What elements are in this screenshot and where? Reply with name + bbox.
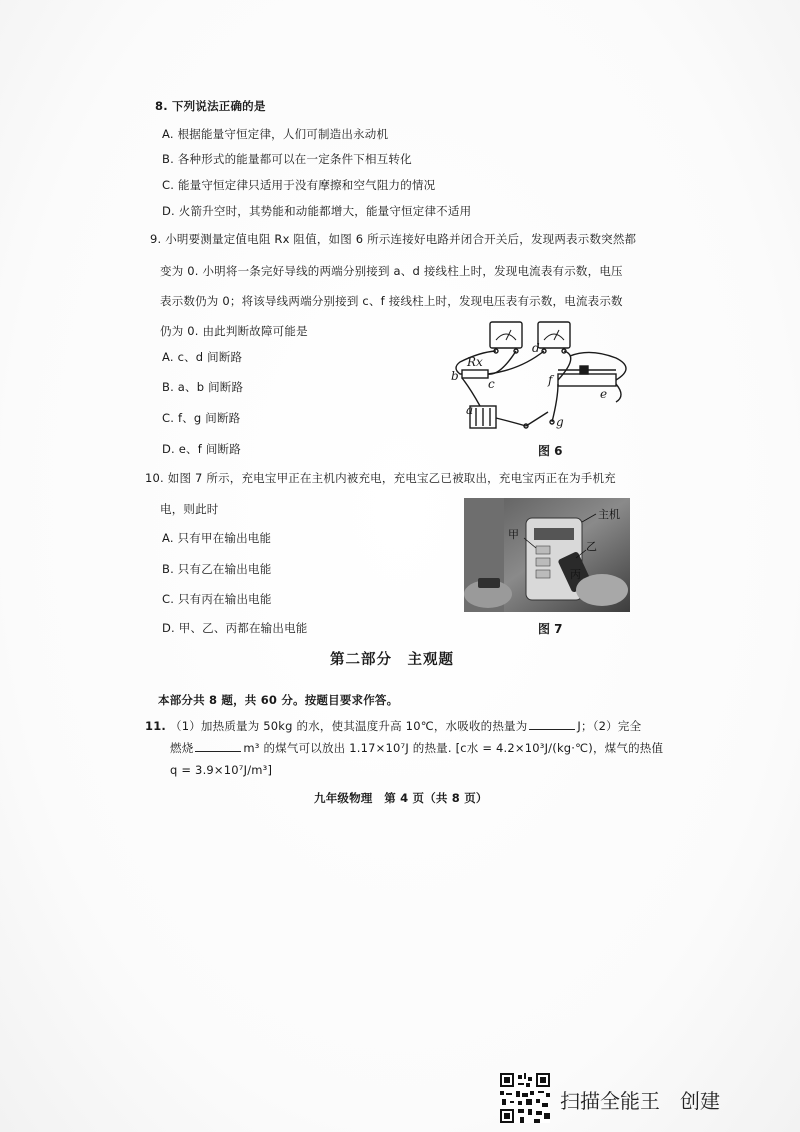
switch [526, 412, 548, 426]
q10-option-b: B. 只有乙在输出电能 [162, 562, 272, 576]
camscanner-watermark: 扫描全能王 创建 [560, 1089, 720, 1113]
q9-stem-line: 变为 0. 小明将一条完好导线的两端分别接到 a、d 接线柱上时，发现电流表有示数，电压 [160, 264, 623, 278]
q11-answer-blank-1[interactable] [529, 729, 575, 730]
label-g: g [556, 415, 564, 429]
q8-option-d: D. 火箭升空时，其势能和动能都增大，能量守恒定律不适用 [162, 204, 472, 218]
label-yi: 乙 [586, 540, 597, 553]
q11-line1-tail: J；（2）完全 [577, 719, 642, 733]
q11-number: 11. [145, 719, 166, 733]
label-host: 主机 [598, 508, 620, 521]
figure-6-caption: 图 6 [538, 444, 563, 458]
q9-stem-line: 仍为 0. 由此判断故障可能是 [160, 324, 308, 338]
q10-option-d: D. 甲、乙、丙都在输出电能 [162, 621, 308, 635]
q8-option-c: C. 能量守恒定律只适用于没有摩擦和空气阻力的情况 [162, 178, 436, 192]
figure-7-caption: 图 7 [538, 622, 563, 636]
q9-option-d: D. e、f 间断路 [162, 442, 241, 456]
q9-stem-line: 9. 小明要测量定值电阻 Rx 阻值，如图 6 所示连接好电路并闭合开关后，发现两表示数突然都 [150, 232, 637, 246]
q8-stem: 8. 下列说法正确的是 [155, 99, 266, 113]
q11-answer-blank-2[interactable] [195, 751, 241, 752]
voltmeter [538, 322, 570, 348]
label-e: e [600, 387, 608, 401]
label-jia: 甲 [508, 528, 519, 541]
rheostat [558, 374, 616, 386]
qr-code-icon [500, 1073, 550, 1123]
label-rx: Rx [467, 355, 483, 369]
label-f: f [548, 373, 553, 387]
q9-option-b: B. a、b 间断路 [162, 380, 244, 394]
figure-7-photo [464, 498, 630, 612]
q11-line2 [170, 740, 663, 756]
q11-line2-text: 燃烧 [170, 741, 194, 755]
q10-stem-line: 10. 如图 7 所示，充电宝甲正在主机内被充电，充电宝乙已被取出，充电宝丙正在为手机充 [145, 471, 616, 485]
figure-6-circuit [440, 318, 640, 436]
resistor-rx [462, 370, 488, 378]
part2-intro: 本部分共 8 题，共 60 分。按题目要求作答。 [158, 693, 399, 707]
q10-stem-line: 电，则此时 [160, 502, 219, 516]
q10-option-c: C. 只有丙在输出电能 [162, 592, 272, 606]
page-footer: 九年级物理 第 4 页（共 8 页） [314, 791, 488, 805]
q9-stem-line: 表示数仍为 0；将该导线两端分别接到 c、f 接线柱上时，发现电压表有示数，电流表示数 [160, 294, 623, 308]
part2-title: 第二部分 主观题 [330, 652, 454, 668]
label-a: a [466, 403, 474, 417]
label-bing: 丙 [570, 568, 581, 581]
q11-line1-text: （1）加热质量为 50kg 的水，使其温度升高 10℃，水吸收的热量为 [170, 719, 528, 733]
label-d: d [532, 341, 540, 355]
q11-line3: q = 3.9×10⁷J/m³] [170, 763, 273, 777]
q11-line1 [170, 718, 641, 734]
q8-option-a: A. 根据能量守恒定律，人们可制造出永动机 [162, 127, 389, 141]
q8-option-b: B. 各种形式的能量都可以在一定条件下相互转化 [162, 152, 412, 166]
q10-option-a: A. 只有甲在输出电能 [162, 531, 272, 545]
label-b: b [451, 369, 459, 383]
ammeter [490, 322, 522, 348]
label-c: c [488, 377, 495, 391]
q9-option-c: C. f、g 间断路 [162, 411, 241, 425]
q11-line2-tail: m³ 的煤气可以放出 1.17×10⁷J 的热量. [c水 = 4.2×10³J/(kg·℃)，煤气的热值 [243, 741, 664, 755]
q9-option-a: A. c、d 间断路 [162, 350, 243, 364]
